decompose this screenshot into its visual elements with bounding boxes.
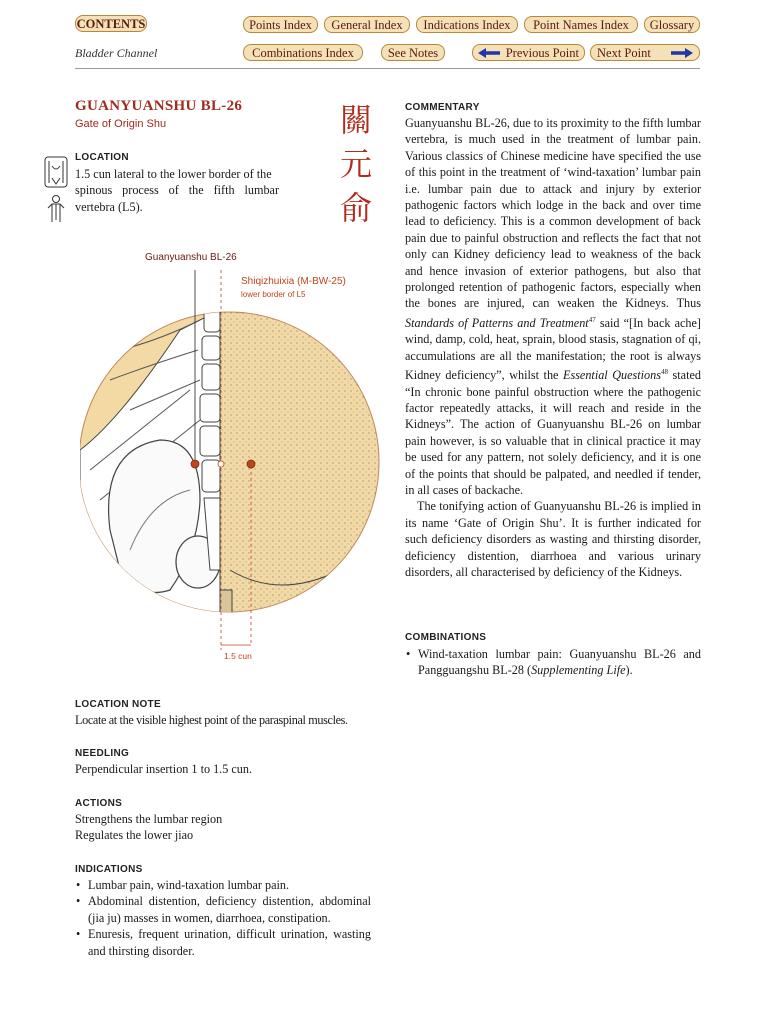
indication-item: • Enuresis, frequent urination, difficult urination, wasting and thirsting disorder. (75, 926, 371, 959)
location-line-3: vertebra (L5). (75, 199, 143, 214)
citation-ref: 47 (588, 315, 596, 324)
commentary-text (405, 115, 701, 581)
body-region-icon (44, 156, 68, 226)
citation-ref: 48 (661, 368, 668, 377)
glossary-button[interactable]: Glossary (644, 16, 700, 33)
indications-index-button[interactable]: Indications Index (416, 16, 518, 33)
points-index-button[interactable]: Points Index (243, 16, 318, 33)
previous-point-button[interactable] (472, 44, 585, 61)
point-names-index-button[interactable]: Point Names Index (524, 16, 638, 33)
combination-item (405, 646, 701, 679)
commentary-text-run: stated “In chronic bone painful obstruction where the pathogenic factor repeatedly attacks, it will reach and reside in the Kidneys”. The action of Guanyuanshu BL-26 on lumbar pain however, is so valuable that in clinical practice it may be used for any pattern, not solely deficiency, and it is one of the points that should be palpated, and needled if tender, in all cases of backache. (405, 368, 701, 498)
channel-name: Bladder Channel (75, 46, 158, 60)
figure-label-measure: 1.5 cun (224, 651, 252, 661)
location-line-1: 1.5 cun lateral to the lower border of the (75, 167, 272, 181)
point-english-name: Gate of Origin Shu (75, 118, 167, 130)
next-point-button[interactable] (590, 44, 700, 61)
combination-text-end: ). (625, 663, 633, 678)
commentary-paragraph-2: The tonifying action of Guanyuanshu BL-26 is implied in its name ‘Gate of Origin Shu’. It is further indicated for such deficiency disorders as wasting and thirsting disorder, deficiency distention, diarrhoea and various urinary disorders, all characterised by deficiency of the Kidneys. (405, 499, 701, 580)
combinations-list (405, 646, 701, 679)
action-item: Strengthens the lumbar region (75, 812, 223, 826)
see-notes-button[interactable]: See Notes (381, 44, 445, 61)
location-text (75, 166, 279, 215)
location-heading: LOCATION (75, 152, 129, 163)
indication-item: • Abdominal distention, deficiency distention, abdominal (jia ju) masses in women, diarrhoea, constipation. (75, 893, 371, 926)
point-title: GUANYUANSHU BL-26 (75, 98, 243, 114)
location-note-heading: LOCATION NOTE (75, 699, 161, 710)
needling-heading: NEEDLING (75, 748, 130, 759)
indications-heading: INDICATIONS (75, 864, 143, 875)
indications-list (75, 877, 371, 959)
chinese-char-2: 元 (339, 146, 372, 182)
actions-list (75, 811, 375, 844)
anatomy-figure (80, 270, 380, 650)
citation-title: Standards of Patterns and Treatment (405, 315, 589, 330)
arrow-right-icon (671, 48, 693, 58)
general-index-button[interactable]: General Index (324, 16, 410, 33)
action-item: Regulates the lower jiao (75, 828, 194, 843)
combination-text: Wind-taxation lumbar pain: Guanyuanshu BL-26 and Pangguangshu BL-28 ( (418, 647, 701, 678)
arrow-left-icon (478, 48, 500, 58)
header-divider (75, 68, 700, 69)
previous-point-label: Previous Point (505, 46, 579, 60)
needling-text: Perpendicular insertion 1 to 1.5 cun. (75, 762, 253, 776)
next-point-label: Next Point (597, 46, 651, 60)
location-note-text: Locate at the visible highest point of the paraspinal muscles. (75, 713, 348, 727)
actions-heading: ACTIONS (75, 798, 123, 809)
chinese-characters (336, 98, 376, 230)
combination-source: Supplementing Life (531, 663, 626, 678)
chinese-char-3: 俞 (339, 190, 372, 226)
figure-label-point: Guanyuanshu BL-26 (145, 252, 237, 263)
location-line-2: spinous process of the fifth lumbar (75, 183, 279, 198)
contents-button[interactable]: CONTENTS (76, 17, 146, 31)
commentary-text-run: said “[In back ache] wind, damp, cold, heat, sprain, blood stasis, stagnation of qi, accumulations are all the manifestation; the root is always Kidney deficiency”, whilst the (405, 315, 701, 383)
commentary-text-run: Guanyuanshu BL-26, due to its proximity to the fifth lumbar vertebra, is much used in the treatment of lumbar pain. Various classics of Chinese medicine have specified the use of this point in the treatment of ‘wind-taxation’ lumbar pain i.e. lumbar pain due to attack and injury by exterior pathogenic factors which lodge in the back and over time lead to deficiency. This is a common development of back pain due to painful obstruction and reflects the fact that not only can Kidney deficiency lead to weakness of the back and hence invasion of exterior pathogens, but also that prolonged retention of pathogenic factors, especially when the bones are injured, can weaken the Kidneys. Thus (405, 116, 701, 311)
figure-label-extra-note: lower border of L5 (241, 290, 306, 299)
combinations-index-button[interactable]: Combinations Index (243, 44, 363, 61)
chinese-char-1: 關 (339, 102, 372, 138)
combinations-heading: COMBINATIONS (405, 632, 487, 643)
citation-title: Essential Questions (563, 368, 661, 383)
commentary-paragraph-1 (405, 115, 701, 498)
figure-label-extra-point: Shiqizhuixia (M-BW-25) (241, 276, 346, 287)
commentary-heading: COMMENTARY (405, 102, 480, 113)
indication-item: • Lumbar pain, wind-taxation lumbar pain. (75, 877, 371, 893)
